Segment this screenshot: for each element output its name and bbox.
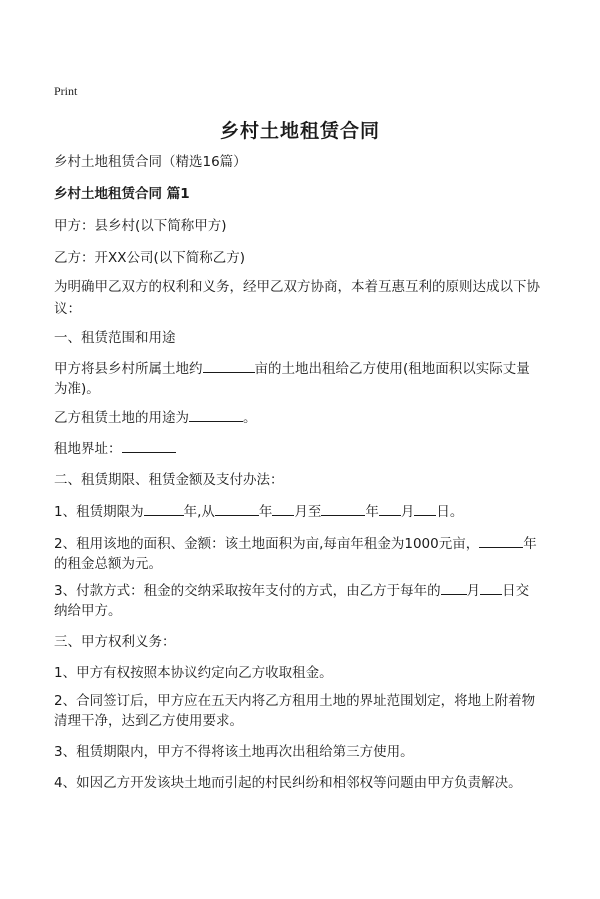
heading-term: 二、租赁期限、租赁金额及支付办法： (54, 472, 284, 488)
clause-text: 租地界址： (54, 441, 122, 457)
clause-text: 3、付款方式：租金的交纳采取按年支付的方式，由乙方于每年的 (54, 583, 441, 599)
clause-payment (54, 580, 554, 602)
fill-blank (189, 407, 243, 422)
clause-text: 月 (466, 583, 481, 599)
section-heading: 乡村土地租赁合同 篇1 (54, 186, 190, 202)
fill-blank (414, 501, 436, 516)
fill-blank (321, 501, 365, 516)
clause-land-use (54, 407, 554, 429)
fill-blank (480, 580, 502, 595)
intro-paragraph: 为明确甲乙双方的权利和义务，经甲乙双方协商，本着互惠互利的原则达成以下协议： (54, 279, 540, 317)
fill-blank (272, 501, 294, 516)
clause-text: 日交 (502, 583, 530, 599)
clause-text: 年 (365, 504, 379, 520)
fill-blank (215, 501, 259, 516)
fill-blank (441, 580, 467, 595)
clause-text: 亩的土地出租给乙方使用(租地面积以实际丈量 (254, 361, 530, 377)
clause-text: 乙方租赁土地的用途为 (54, 410, 189, 426)
clause-text: 月 (400, 504, 415, 520)
fill-blank (144, 501, 184, 516)
clause-text: 年 (523, 536, 537, 552)
document-title: 乡村土地租赁合同 (219, 120, 380, 142)
clause-text: 甲方将县乡村所属土地约 (54, 361, 203, 377)
clause-lease-term (54, 501, 554, 523)
clause-no-sublease: 3、租赁期限内，甲方不得将该土地再次出租给第三方使用。 (54, 744, 414, 760)
clause-disputes: 4、如因乙方开发该块土地而引起的村民纠纷和相邻权等问题由甲方负责解决。 (54, 775, 522, 791)
clause-rent-amount-cont: 的租金总额为元。 (54, 556, 162, 572)
clause-boundary-delivery-cont: 清理干净，达到乙方使用要求。 (54, 713, 243, 729)
clause-text: 月至 (294, 504, 322, 520)
heading-scope: 一、租赁范围和用途 (54, 330, 176, 346)
fill-blank (379, 501, 401, 516)
fill-blank (479, 533, 523, 548)
subtitle: 乡村土地租赁合同（精选16篇） (54, 154, 247, 170)
clause-payment-cont: 纳给甲方。 (54, 603, 122, 619)
clause-text: 1、租赁期限为 (54, 504, 144, 520)
heading-party-a-rights: 三、甲方权利义务： (54, 634, 176, 650)
fill-blank (122, 438, 176, 453)
party-b: 乙方：开XX公司(以下简称乙方) (54, 250, 246, 266)
clause-text: 年 (258, 504, 273, 520)
print-label: Print (54, 84, 78, 98)
clause-boundary-delivery: 2、合同签订后，甲方应在五天内将乙方租用土地的界址范围划定，将地上附着物 (54, 693, 536, 709)
clause-text: 日。 (436, 504, 464, 520)
clause-land-area (54, 358, 554, 380)
clause-rent-amount (54, 533, 554, 555)
party-a: 甲方：县乡村(以下简称甲方) (54, 218, 227, 234)
clause-collect-rent: 1、甲方有权按照本协议约定向乙方收取租金。 (54, 665, 333, 681)
clause-text: 2、租用该地的面积、金额：该土地面积为亩,每亩年租金为1000元亩， (54, 536, 480, 552)
clause-boundary (54, 438, 554, 460)
fill-blank (203, 358, 255, 373)
clause-text: 年,从 (183, 504, 215, 520)
clause-text: 。 (243, 410, 257, 426)
clause-land-area-cont: 为准)。 (54, 381, 100, 397)
